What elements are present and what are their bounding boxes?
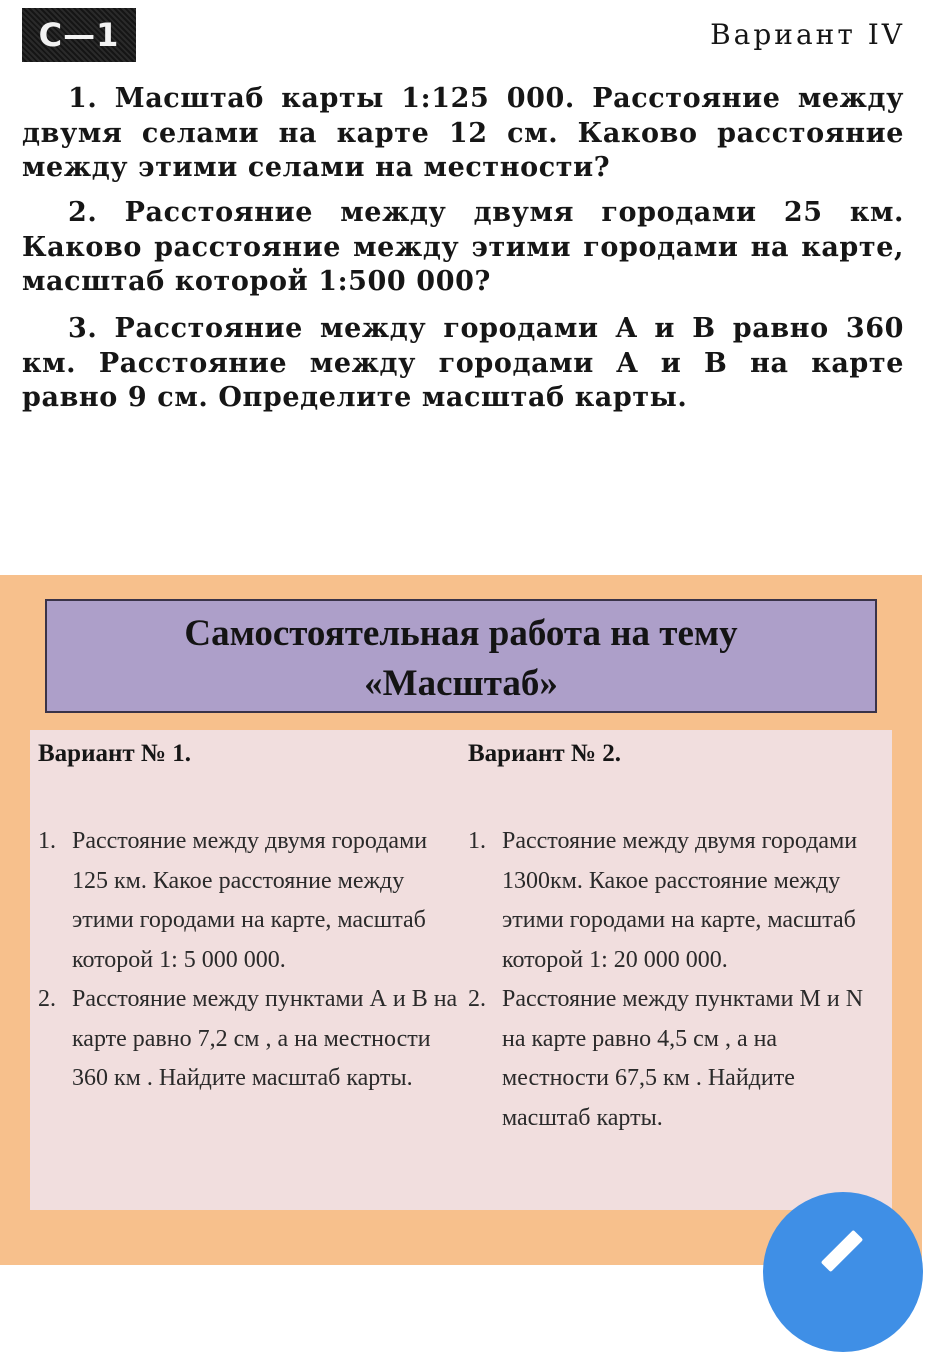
task-number: 2. — [68, 197, 98, 228]
item-text: Расстояние между двумя городами 1300км. Какое расстояние между этими городами на карте, масштаб которой 1: 20 000 000. — [502, 828, 858, 973]
task-text: Масштаб карты 1:125 000. Расстояние между двумя селами на карте 12 см. Каково расстояние между этими селами на местности? — [22, 83, 905, 183]
task-2 — [22, 196, 904, 300]
title-line-2: «Масштаб» — [364, 663, 558, 704]
item-number: 1. — [468, 828, 486, 854]
variant-label: Вариант IV — [710, 18, 905, 51]
task-text: Расстояние между двумя городами 25 км. Каково расстояние между этими городами на карте, масштаб которой 1:500 000? — [22, 197, 904, 297]
item-text: Расстояние между пунктами M и N на карте равно 4,5 см , а на местности 67,5 км . Найдите масштаб карты. — [502, 986, 864, 1131]
item-number: 2. — [468, 986, 486, 1012]
variant-2-column — [468, 740, 888, 1138]
task-number: 1. — [68, 83, 98, 114]
worksheet-body — [30, 730, 892, 1210]
list-item — [38, 822, 458, 980]
task-text: Расстояние между городами A и B равно 360 км. Расстояние между городами A и B на карте равно 9 см. Определите масштаб карты. — [22, 313, 905, 413]
item-number: 2. — [38, 986, 56, 1012]
list-item — [468, 980, 888, 1138]
textbook-page — [0, 0, 951, 560]
worksheet-card — [0, 575, 922, 1265]
edit-button[interactable] — [763, 1192, 923, 1352]
task-3 — [22, 312, 904, 416]
variant-1-heading: Вариант № 1. — [38, 740, 192, 767]
task-1 — [22, 82, 904, 186]
variant-1-list — [38, 822, 458, 1099]
worksheet-title — [45, 599, 877, 713]
item-text: Расстояние между двумя городами 125 км. Какое расстояние между этими городами на карте, масштаб которой 1: 5 000 000. — [72, 828, 428, 973]
item-number: 1. — [38, 828, 56, 854]
list-item — [38, 980, 458, 1099]
task-number: 3. — [68, 313, 98, 344]
variant-2-heading: Вариант № 2. — [468, 740, 622, 767]
list-item — [468, 822, 888, 980]
section-badge: C—1 — [22, 8, 136, 62]
variant-2-list — [468, 822, 888, 1138]
variant-1-column — [38, 740, 458, 1099]
title-line-1: Самостоятельная работа на тему — [184, 613, 738, 654]
pencil-icon — [821, 1230, 863, 1272]
item-text: Расстояние между пунктами А и В на карте равно 7,2 см , а на местности 360 км . Найдите масштаб карты. — [72, 986, 458, 1091]
